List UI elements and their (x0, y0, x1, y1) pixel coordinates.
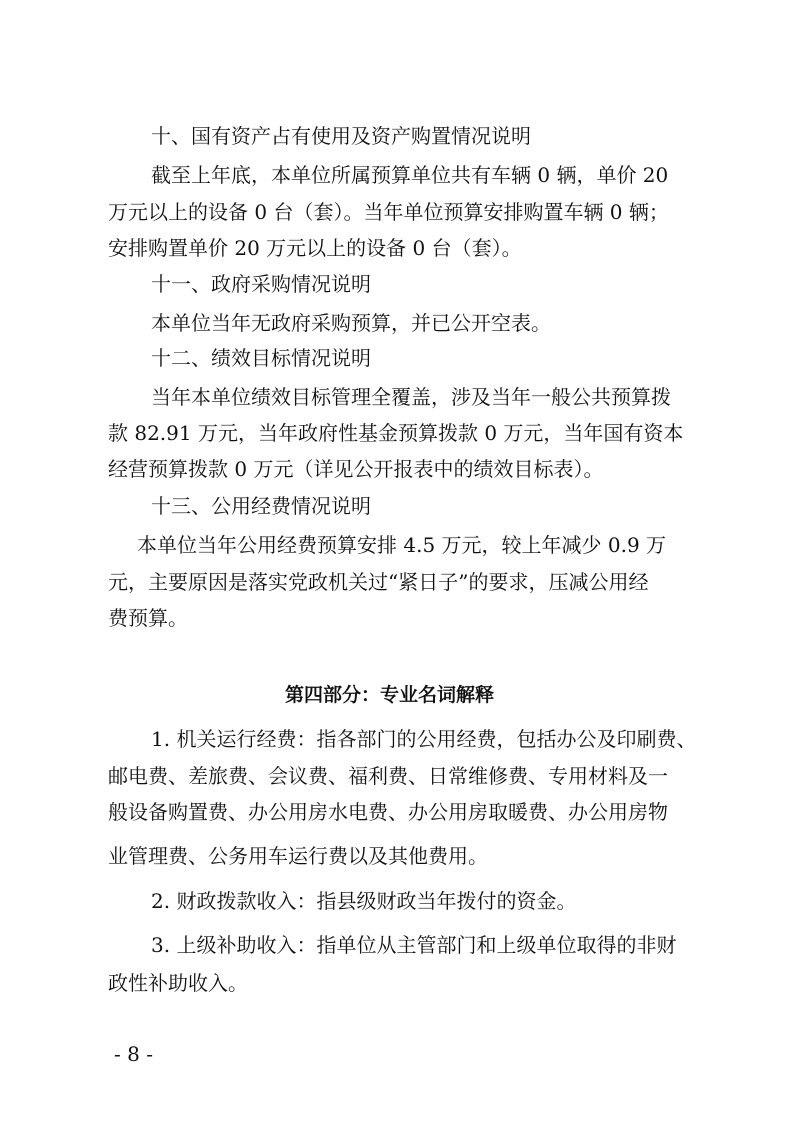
definition-line: 邮电费、差旅费、会议费、福利费、日常维修费、专用材料及一 (108, 764, 668, 788)
paragraph-line: 万元以上的设备 0 台（套）。当年单位预算安排购置车辆 0 辆； (108, 200, 669, 224)
paragraph-line: 本单位当年无政府采购预算，并已公开空表。 (151, 311, 551, 335)
definition-line: 般设备购置费、办公用房水电费、办公用房取暖费、办公用房物 (108, 800, 668, 824)
paragraph-line: 截至上年底，本单位所属预算单位共有车辆 0 辆，单价 20 (151, 163, 669, 187)
definition-line: 1. 机关运行经费：指各部门的公用经费，包括办公及印刷费、 (151, 727, 697, 751)
definition-line: 3. 上级补助收入：指单位从主管部门和上级单位取得的非财 (151, 933, 677, 957)
part-four-title: 第四部分：专业名词解释 (285, 684, 495, 706)
paragraph-line: 安排购置单价 20 万元以上的设备 0 台（套）。 (108, 236, 522, 260)
section-heading-procurement: 十一、政府采购情况说明 (151, 272, 371, 296)
paragraph-line: 款 82.91 万元，当年政府性基金预算拨款 0 万元，当年国有资本 (108, 421, 684, 445)
definition-line: 政性补助收入。 (108, 971, 248, 995)
definition-line: 业管理费、公务用车运行费以及其他费用。 (108, 844, 488, 868)
paragraph-line: 费预算。 (108, 606, 188, 630)
page-number: - 8 - (114, 1042, 153, 1066)
section-heading-assets: 十、国有资产占有使用及资产购置情况说明 (151, 124, 531, 148)
definition-line: 2. 财政拨款收入：指县级财政当年拨付的资金。 (151, 889, 577, 913)
section-heading-public-expenses: 十三、公用经费情况说明 (151, 494, 371, 518)
paragraph-line: 元，主要原因是落实党政机关过“紧日子”的要求，压减公用经 (108, 570, 649, 594)
section-heading-performance: 十二、绩效目标情况说明 (151, 346, 371, 370)
paragraph-line: 本单位当年公用经费预算安排 4.5 万元，较上年减少 0.9 万 (137, 533, 667, 557)
paragraph-line: 经营预算拨款 0 万元（详见公开报表中的绩效目标表）。 (108, 457, 604, 481)
paragraph-line: 当年本单位绩效目标管理全覆盖，涉及当年一般公共预算拨 (151, 385, 671, 409)
